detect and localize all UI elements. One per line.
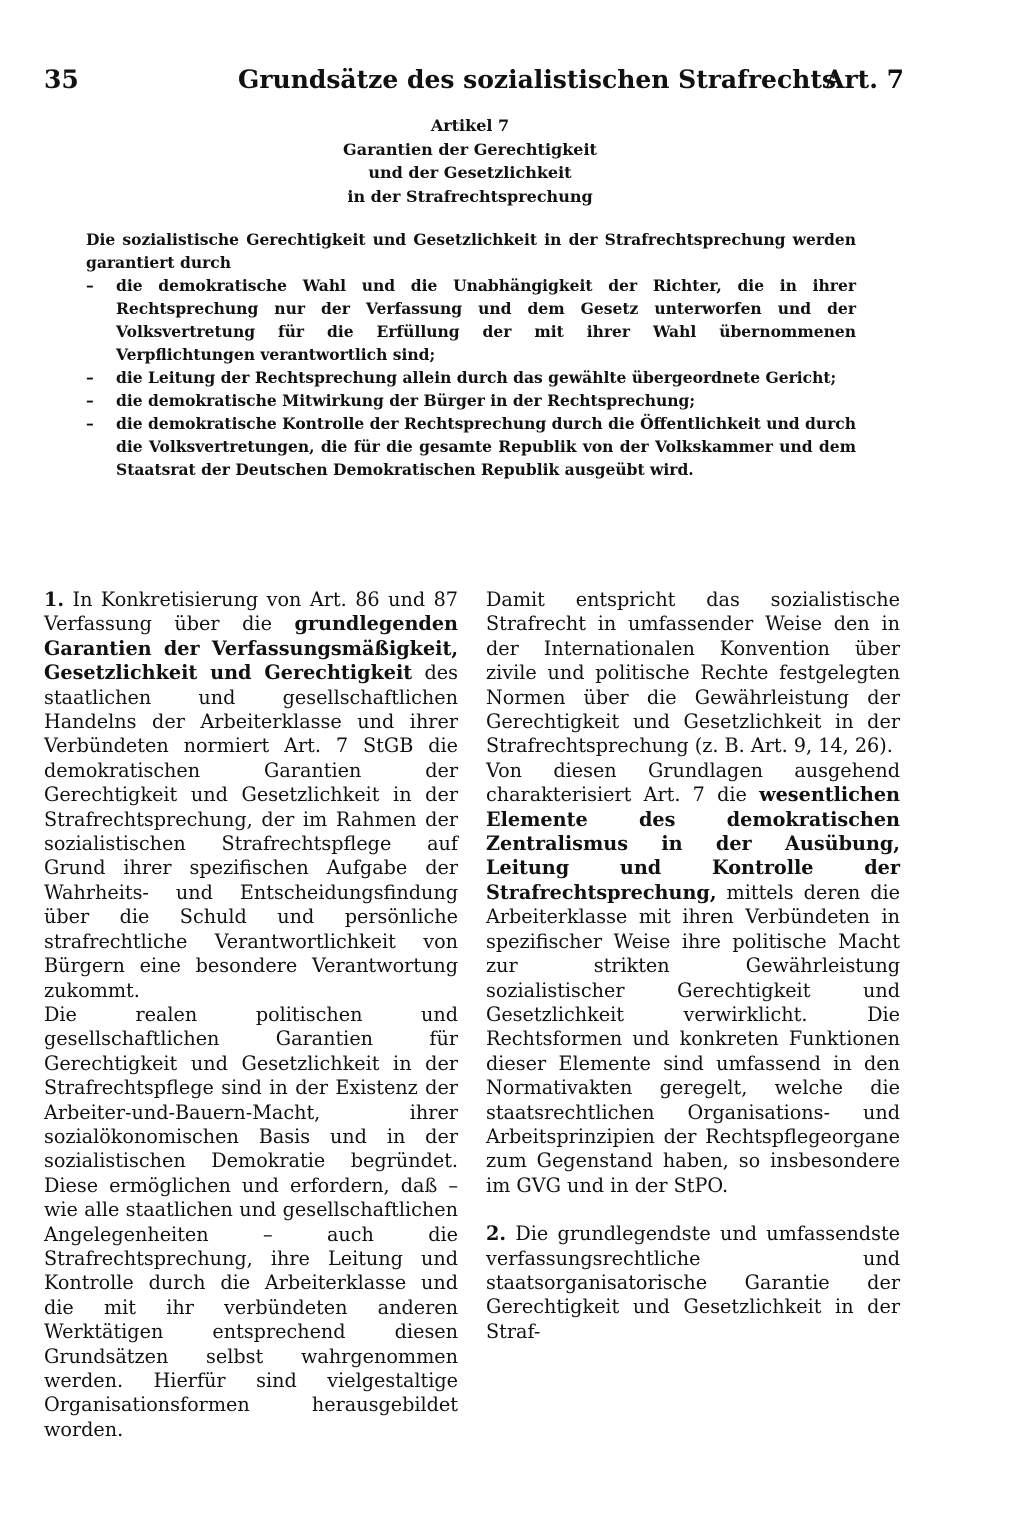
commentary-paragraph-4: Von diesen Grundlagen ausgehend charakterisiert Art. 7 die wesentlichen Elemente des demokratischen Zentralismus in der Ausübung, Leitung und Kontrolle der Strafrechtsprechung, mittels deren die Arbeiterklasse mit ihren Verbündeten in spezifischer Weise ihre politische Macht zur strikten Gewährleistung sozialistischer Gerechtigkeit und Gesetzlichkeit verwirklicht. Die Rechtsformen und konkreten Funktionen dieser Elemente sind umfassend in den Normativakten geregelt, welche die staatsrechtlichen Organisations- und Arbeitsprinzipien der Rechtspflegeorgane zum Gegenstand haben, so insbesondere im GVG und in der StPO. xyxy=(486,758,900,1197)
commentary-column-right xyxy=(486,588,900,1344)
commentary-paragraph-3: Damit entspricht das sozialistische Strafrecht in umfassender Weise den in der Internationalen Konvention über zivile und politische Rechte festgelegten Normen über die Gewährleistung der Gerechtigkeit und Gesetzlichkeit in der Strafrechtsprechung (z. B. Art. 9, 14, 26). xyxy=(486,588,900,758)
law-item xyxy=(86,366,856,389)
law-item xyxy=(86,274,856,366)
law-item-text: die demokratische Kontrolle der Rechtsprechung durch die Öffentlichkeit und durch die Volksvertretungen, die für die gesamte Republik von der Volkskammer und dem Staatsrat der Deutschen Demokratischen Republik ausgeübt wird. xyxy=(116,414,856,479)
law-item xyxy=(86,412,856,481)
law-item-text: die Leitung der Rechtsprechung allein durch das gewählte übergeordnete Gericht; xyxy=(116,368,837,387)
article-number: Artikel 7 xyxy=(430,116,510,135)
dash-marker: – xyxy=(86,391,94,410)
paragraph-number: 1. xyxy=(44,588,65,611)
commentary-column-left xyxy=(44,588,458,1442)
dash-marker: – xyxy=(86,368,94,387)
law-items xyxy=(86,274,856,481)
commentary-paragraph-5: 2. Die grundlegendste und umfassendste verfassungsrechtliche und staatsorganisatorische Garantie der Gerechtigkeit und Gesetzlichkeit in der Straf- xyxy=(486,1222,901,1343)
commentary-paragraph-1: 1. In Konkretisierung von Art. 86 und 87 Verfassung über die grundlegenden Garantien der Verfassungsmäßigkeit, Gesetzlichkeit und Gerechtigkeit des staatlichen und gesellschaftlichen Handelns der Arbeiterklasse und ihrer Verbündeten normiert Art. 7 StGB die demokratischen Garantien der Gerechtigkeit und Gesetzlichkeit in der Strafrechtsprechung, der im Rahmen der sozialistischen Strafrechtspflege auf Grund ihrer spezifischen Aufgabe der Wahrheits- und Entscheidungsfindung über die Schuld und persönliche strafrechtliche Verantwortlichkeit von Bürgern eine besondere Verantwortung zukommt. xyxy=(44,588,458,1002)
dash-marker: – xyxy=(86,414,94,433)
article-title-line: Garantien der Gerechtigkeit xyxy=(343,139,597,159)
article-reference: Art. 7 xyxy=(825,65,904,94)
page-number: 35 xyxy=(44,65,79,94)
paragraph-number: 2. xyxy=(486,1222,507,1246)
dash-marker: – xyxy=(86,276,94,295)
article-title xyxy=(200,114,740,208)
article-title-line: in der Strafrechtsprechung xyxy=(347,186,593,206)
law-item-text: die demokratische Mitwirkung der Bürger in der Rechtsprechung; xyxy=(116,391,696,410)
commentary-paragraph-2: Die realen politischen und gesellschaftlichen Garantien für Gerechtigkeit und Gesetzlichkeit in der Strafrechtspflege sind in der Existenz der Arbeiter-und-Bauern-Macht, ihrer sozialökonomischen Basis und in der sozialistischen Demokratie begründet. Diese ermöglichen und erfordern, daß – wie alle staatlichen und gesellschaftlichen Angelegenheiten – auch die Strafrechtsprechung, ihre Leitung und Kontrolle durch die Arbeiterklasse und die mit ihr verbündeten anderen Werktätigen entsprechend diesen Grundsätzen selbst wahrgenommen werden. Hierfür sind vielgestaltige Organisationsformen herausgebildet worden. xyxy=(44,1002,458,1441)
law-text xyxy=(86,228,856,481)
emphasis: wesentlichen Elemente des demokratischen Zentralismus in der Ausübung, Leitung und Kontrolle der Strafrechtsprechung, xyxy=(486,783,900,904)
law-item-text: die demokratische Wahl und die Unabhängigkeit der Richter, die in ihrer Rechtsprechung nur der Verfassung und dem Gesetz unterworfen und der Volksvertretung für die Erfüllung der mit ihrer Wahl übernommenen Verpflichtungen verantwortlich sind; xyxy=(116,276,856,364)
running-title: Grundsätze des sozialistischen Strafrechts xyxy=(238,65,836,94)
article-title-line: und der Gesetzlichkeit xyxy=(368,163,572,182)
law-intro: Die sozialistische Gerechtigkeit und Gesetzlichkeit in der Strafrechtsprechung werden garantiert durch xyxy=(86,230,856,272)
emphasis: grundlegenden Garantien der Verfassungsmäßigkeit, Gesetzlichkeit und Gerechtigkeit xyxy=(44,612,458,685)
running-header xyxy=(44,64,904,98)
law-item xyxy=(86,389,856,412)
